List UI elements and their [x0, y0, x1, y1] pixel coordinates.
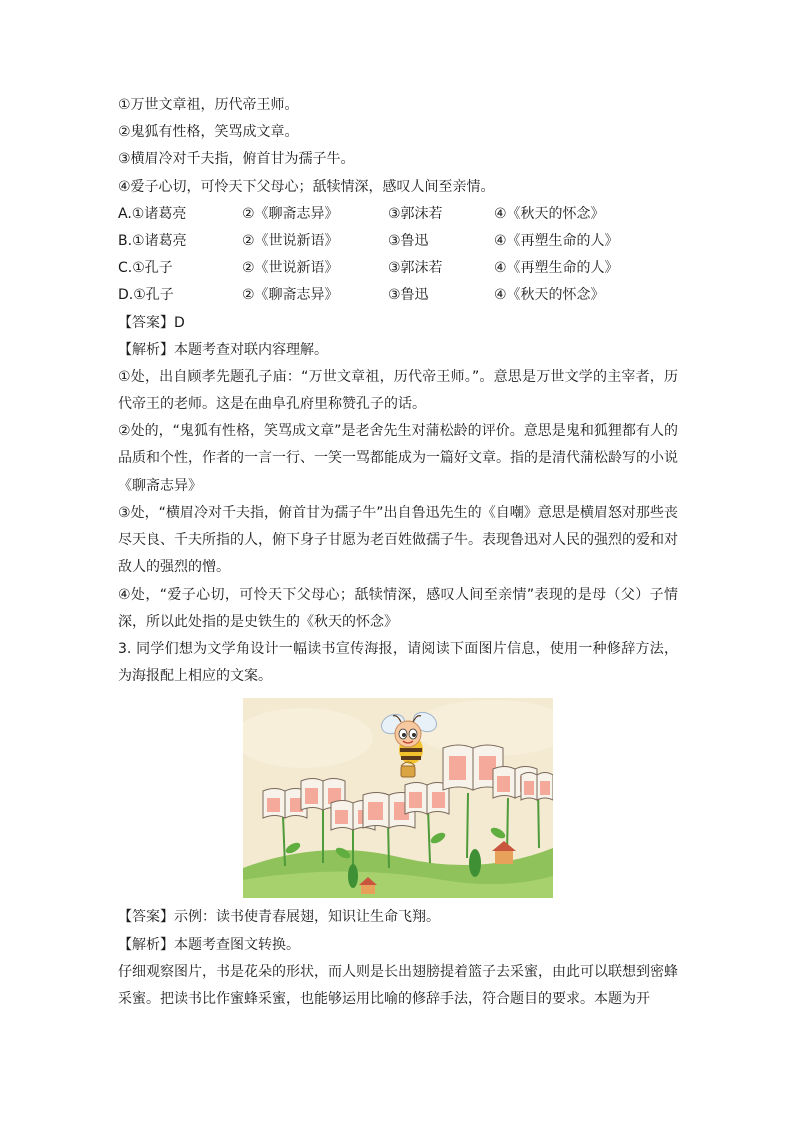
- option-c: [118, 255, 678, 282]
- option-b-4: ④《再塑生命的人》: [494, 232, 619, 249]
- statement-1: ①万世文章祖，历代帝王师。: [118, 97, 299, 113]
- q3-prompt: 3. 同学们想为文学角设计一幅读书宣传海报，请阅读下面图片信息，使用一种修辞方法，为海报配上相应的文案。: [118, 640, 678, 685]
- option-c-2: ②《世说新语》: [242, 260, 339, 277]
- q2-analysis-p2: ②处的，“鬼狐有性格，笑骂成文章”是老舍先生对蒲松龄的评价。意思是鬼和狐狸都有人的品质和个性，作者的一言一行、一笑一骂都能成为一篇好文章。指的是清代蒲松龄写的小说《聊斋志异》: [118, 423, 678, 494]
- poster-illustration: [243, 698, 553, 898]
- q2-analysis-p4: ④处，“爱子心切，可怜天下父母心；舐犊情深，感叹人间至亲情”表现的是母（父）子情深，所以此处指的是史铁生的《秋天的怀念》: [118, 586, 678, 630]
- option-b-2: ②《世说新语》: [242, 232, 339, 249]
- statement-2: ②鬼狐有性格，笑骂成文章。: [118, 124, 299, 141]
- option-c-4: ④《再塑生命的人》: [494, 260, 619, 277]
- option-d-3: ③鲁迅: [388, 287, 429, 304]
- option-a-3: ③郭沫若: [388, 205, 443, 222]
- option-b-1: B.①诸葛亮: [118, 232, 187, 249]
- option-a-1: A.①诸葛亮: [118, 205, 187, 222]
- option-d-4: ④《秋天的怀念》: [494, 287, 605, 304]
- statement-4: ④爱子心切，可怜天下父母心；舐犊情深，感叹人间至亲情。: [118, 178, 495, 195]
- option-d-2: ②《聊斋志异》: [242, 287, 339, 304]
- q2-answer: 【答案】D: [118, 314, 185, 331]
- bee-books-illustration: [243, 698, 553, 898]
- option-b-3: ③鲁迅: [388, 232, 429, 249]
- option-a: [118, 201, 678, 228]
- option-c-1: C.①孔子: [118, 260, 173, 277]
- option-a-2: ②《聊斋志异》: [242, 205, 339, 222]
- q3-analysis-head: 【解析】本题考查图文转换。: [118, 936, 300, 953]
- option-d-1: D.①孔子: [118, 287, 174, 304]
- q3-answer: 【答案】示例：读书使青春展翅，知识让生命飞翔。: [118, 909, 440, 926]
- option-c-3: ③郭沫若: [388, 260, 443, 277]
- statement-3: ③横眉冷对千夫指，俯首甘为孺子牛。: [118, 151, 355, 168]
- q3-analysis-p1: 仔细观察图片，书是花朵的形状，而人则是长出翅膀提着篮子去采蜜，由此可以联想到密蜂采蜜。把读书比作蜜蜂采蜜，也能够运用比喻的修辞手法，符合题目的要求。本题为开: [118, 963, 678, 1007]
- document-page: [118, 92, 678, 1013]
- option-d: [118, 282, 678, 309]
- option-b: [118, 228, 678, 255]
- option-a-4: ④《秋天的怀念》: [494, 205, 605, 222]
- q2-analysis-head: 【解析】本题考查对联内容理解。: [118, 341, 328, 358]
- q2-analysis-p1: ①处，出自顾孝先题孔子庙：“万世文章祖，历代帝王师。”。意思是万世文学的主宰者，历代帝王的老师。这是在曲阜孔府里称赞孔子的话。: [118, 368, 678, 413]
- q2-analysis-p3: ③处，“横眉冷对千夫指，俯首甘为孺子牛”出自鲁迅先生的《自嘲》意思是横眉怒对那些丧尽天良、千夫所指的人，俯下身子甘愿为老百姓做孺子牛。表现鲁迅对人民的强烈的爱和对敌人的强烈的憎。: [118, 504, 678, 576]
